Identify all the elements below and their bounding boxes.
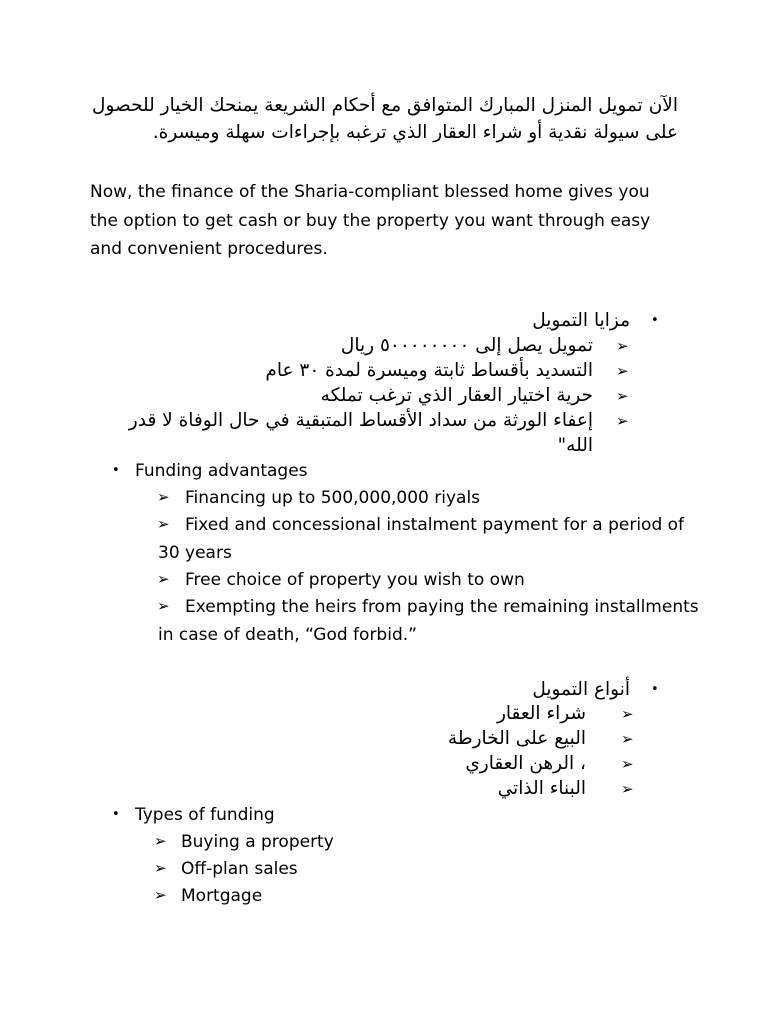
bullet-icon: • <box>112 463 120 478</box>
en-advantage-item-continued: 30 years <box>158 543 232 563</box>
ar-types-title: أنواع التمويل <box>532 679 630 700</box>
bullet-icon: • <box>112 807 120 822</box>
ar-advantages-title: مزايا التمويل <box>532 310 630 331</box>
bullet-icon: • <box>651 682 659 697</box>
arrow-bullet-icon: ➢ <box>616 387 629 405</box>
arrow-bullet-icon: ➢ <box>154 886 167 904</box>
ar-type-item: البيع على الخارطة <box>447 728 586 749</box>
arrow-bullet-icon: ➢ <box>157 570 170 588</box>
ar-advantage-item: حرية اختيار العقار الذي ترغب تملكه <box>320 385 593 406</box>
ar-advantage-item-continued: الله" <box>557 435 593 456</box>
en-types-title: Types of funding <box>135 805 275 825</box>
ar-type-item: ، الرهن العقاري <box>465 753 586 774</box>
arrow-bullet-icon: ➢ <box>616 337 629 355</box>
arrow-bullet-icon: ➢ <box>157 488 170 506</box>
bullet-icon: • <box>651 313 659 328</box>
english-intro-paragraph: Now, the finance of the Sharia-compliant blessed home gives you the option to get cash or buy the property you want through easy and convenient procedures. <box>90 182 651 259</box>
arrow-bullet-icon: ➢ <box>157 597 170 615</box>
arrow-bullet-icon: ➢ <box>616 412 629 430</box>
en-advantage-item: Financing up to 500,000,000 riyals <box>185 488 481 508</box>
arrow-bullet-icon: ➢ <box>621 730 634 748</box>
en-advantages-title: Funding advantages <box>135 461 308 481</box>
arrow-bullet-icon: ➢ <box>621 780 634 798</box>
en-advantage-item-continued: in case of death, “God forbid.” <box>158 625 417 645</box>
en-type-item: Off-plan sales <box>181 859 298 879</box>
arrow-bullet-icon: ➢ <box>621 705 634 723</box>
arrow-bullet-icon: ➢ <box>154 832 167 850</box>
ar-advantage-item: التسديد بأقساط ثابتة وميسرة لمدة ٣٠ عام <box>265 360 593 381</box>
arrow-bullet-icon: ➢ <box>157 515 170 533</box>
arrow-bullet-icon: ➢ <box>616 362 629 380</box>
ar-type-item: شراء العقار <box>496 703 586 724</box>
en-advantage-item: Exempting the heirs from paying the remaining installments <box>185 597 699 617</box>
en-type-item: Mortgage <box>181 886 263 906</box>
arabic-intro-paragraph: الآن تمويل المنزل المبارك المتوافق مع أحكام الشريعة يمنحك الخيار للحصول على سيولة نقدية أو شراء العقار الذي ترغبه بإجراءات سهلة وميسرة. <box>92 95 678 143</box>
ar-type-item: البناء الذاتي <box>497 778 586 799</box>
en-type-item: Buying a property <box>181 832 334 852</box>
en-advantage-item: Free choice of property you wish to own <box>185 570 525 590</box>
arrow-bullet-icon: ➢ <box>154 859 167 877</box>
ar-advantage-item: إعفاء الورثة من سداد الأقساط المتبقية في حال الوفاة لا قدر <box>128 410 593 431</box>
ar-advantage-item: تمويل يصل إلى ٥٠٠٠٠٠٠٠٠ ريال <box>340 335 593 356</box>
en-advantage-item: Fixed and concessional instalment payment for a period of <box>185 515 685 535</box>
arrow-bullet-icon: ➢ <box>621 755 634 773</box>
